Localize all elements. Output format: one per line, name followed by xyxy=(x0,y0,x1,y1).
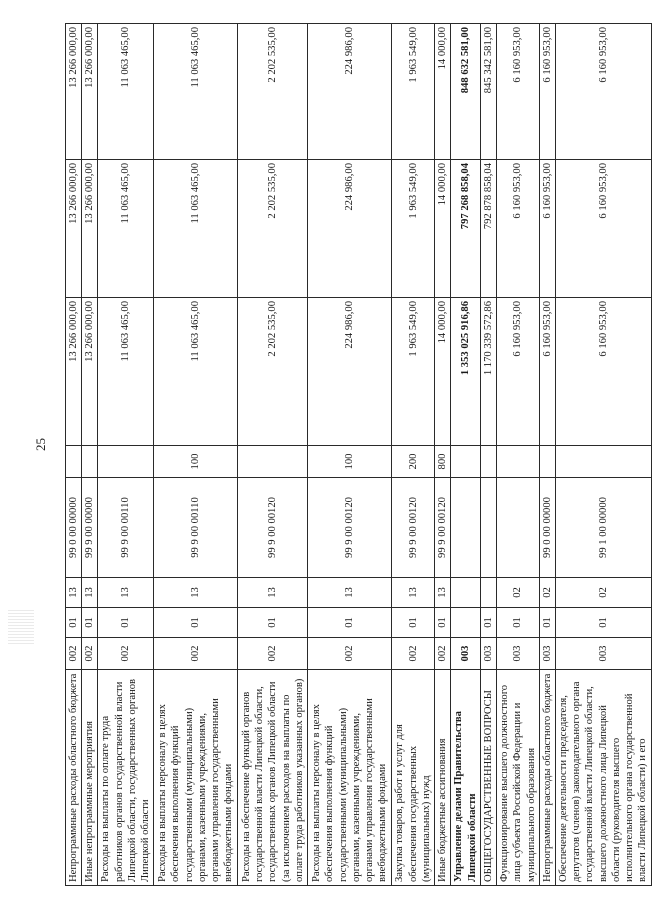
row-grbs: 002 xyxy=(98,638,154,670)
row-sum-3: 6 160 953,00 xyxy=(497,24,540,160)
row-csr: 99 9 00 00120 xyxy=(308,478,392,578)
row-rz: 01 xyxy=(539,608,555,638)
row-sum-1: 14 000,00 xyxy=(435,298,451,446)
row-name: Иные бюджетные ассигнования xyxy=(435,670,451,886)
row-pr: 02 xyxy=(539,578,555,608)
row-name: ОБЩЕГОСУДАРСТВЕННЫЕ ВОПРОСЫ xyxy=(480,670,496,886)
row-csr: 99 9 00 00000 xyxy=(82,478,98,578)
row-name: Непрограммные расходы областного бюджета xyxy=(539,670,555,886)
row-rz: 01 xyxy=(392,608,435,638)
row-csr xyxy=(497,478,540,578)
row-name: Расходы на выплаты персоналу в целях обеспечения выполнения функций государственными (муниципальными) органами, казенными учреждениями, органами управления государственными внебюджетными фондами xyxy=(154,670,238,886)
row-sum-3: 845 342 581,00 xyxy=(480,24,496,160)
row-sum-2: 11 063 465,00 xyxy=(154,160,238,298)
row-name: Расходы на выплаты персоналу в целях обеспечения выполнения функций государственными (муниципальными) органами, казенными учреждениями, органами управления государственными внебюджетными фондами xyxy=(308,670,392,886)
row-sum-3: 13 266 000,00 xyxy=(82,24,98,160)
row-grbs: 003 xyxy=(480,638,496,670)
row-sum-1: 1 170 339 572,86 xyxy=(480,298,496,446)
row-rz: 01 xyxy=(98,608,154,638)
row-sum-1: 1 353 025 916,86 xyxy=(451,298,480,446)
row-sum-3: 6 160 953,00 xyxy=(539,24,555,160)
row-csr: 99 1 00 00000 xyxy=(555,478,651,578)
row-sum-3: 224 986,00 xyxy=(308,24,392,160)
row-sum-1: 6 160 953,00 xyxy=(539,298,555,446)
row-rz: 01 xyxy=(82,608,98,638)
row-pr: 13 xyxy=(154,578,238,608)
table-row xyxy=(98,24,154,886)
row-sum-1: 224 986,00 xyxy=(308,298,392,446)
table-row xyxy=(555,24,651,886)
row-sum-1: 13 266 000,00 xyxy=(82,298,98,446)
row-rz: 01 xyxy=(154,608,238,638)
row-vr xyxy=(555,446,651,478)
row-name: Закупка товаров, работ и услуг для обеспечения государственных (муниципальных) нужд xyxy=(392,670,435,886)
row-rz: 01 xyxy=(480,608,496,638)
row-sum-3: 13 266 000,00 xyxy=(66,24,82,160)
rotated-table-wrapper xyxy=(65,24,649,886)
row-sum-3: 1 963 549,00 xyxy=(392,24,435,160)
row-sum-2: 2 202 535,00 xyxy=(238,160,308,298)
row-grbs: 003 xyxy=(539,638,555,670)
row-csr: 99 0 00 00000 xyxy=(539,478,555,578)
row-grbs: 002 xyxy=(435,638,451,670)
row-grbs: 003 xyxy=(555,638,651,670)
row-sum-2: 11 063 465,00 xyxy=(98,160,154,298)
row-vr xyxy=(451,446,480,478)
row-grbs: 002 xyxy=(392,638,435,670)
row-csr: 99 9 00 00120 xyxy=(238,478,308,578)
row-name: Расходы на выплаты по оплате труда работников органов государственной власти Липецкой области, государственных органов Липецкой области xyxy=(98,670,154,886)
row-sum-1: 13 266 000,00 xyxy=(66,298,82,446)
row-vr xyxy=(497,446,540,478)
row-csr: 99 9 00 00120 xyxy=(392,478,435,578)
row-grbs: 002 xyxy=(82,638,98,670)
row-sum-1: 6 160 953,00 xyxy=(497,298,540,446)
row-sum-3: 14 000,00 xyxy=(435,24,451,160)
row-vr: 100 xyxy=(308,446,392,478)
row-rz xyxy=(451,608,480,638)
row-vr xyxy=(238,446,308,478)
table-row xyxy=(451,24,480,886)
budget-table xyxy=(65,23,652,886)
table-row xyxy=(238,24,308,886)
row-grbs: 003 xyxy=(497,638,540,670)
row-name: Функционирование высшего должностного лица субъекта Российской Федерации и муниципального образования xyxy=(497,670,540,886)
row-grbs: 002 xyxy=(154,638,238,670)
row-sum-2: 797 268 858,04 xyxy=(451,160,480,298)
page-number: 25 xyxy=(33,438,48,451)
row-rz: 01 xyxy=(555,608,651,638)
row-csr xyxy=(480,478,496,578)
row-sum-2: 224 986,00 xyxy=(308,160,392,298)
row-sum-3: 11 063 465,00 xyxy=(98,24,154,160)
row-pr: 02 xyxy=(555,578,651,608)
table-row xyxy=(435,24,451,886)
row-vr xyxy=(480,446,496,478)
row-grbs: 002 xyxy=(308,638,392,670)
row-pr: 13 xyxy=(308,578,392,608)
table-row xyxy=(497,24,540,886)
row-pr xyxy=(451,578,480,608)
row-pr: 13 xyxy=(66,578,82,608)
row-vr: 200 xyxy=(392,446,435,478)
row-csr: 99 9 00 00120 xyxy=(435,478,451,578)
row-pr: 13 xyxy=(392,578,435,608)
row-pr: 13 xyxy=(238,578,308,608)
row-pr: 13 xyxy=(435,578,451,608)
row-pr: 13 xyxy=(82,578,98,608)
row-rz: 01 xyxy=(497,608,540,638)
table-row xyxy=(539,24,555,886)
row-name: Управление делами Правительства Липецкой области xyxy=(451,670,480,886)
row-sum-2: 13 266 000,00 xyxy=(82,160,98,298)
row-sum-1: 11 063 465,00 xyxy=(154,298,238,446)
row-grbs: 002 xyxy=(66,638,82,670)
table-row xyxy=(308,24,392,886)
row-sum-3: 2 202 535,00 xyxy=(238,24,308,160)
row-vr: 800 xyxy=(435,446,451,478)
row-grbs: 003 xyxy=(451,638,480,670)
row-sum-2: 792 878 858,04 xyxy=(480,160,496,298)
row-pr: 13 xyxy=(98,578,154,608)
row-sum-1: 1 963 549,00 xyxy=(392,298,435,446)
row-name: Непрограммные расходы областного бюджета xyxy=(66,670,82,886)
row-pr xyxy=(480,578,496,608)
row-sum-1: 6 160 953,00 xyxy=(555,298,651,446)
row-csr: 99 9 00 00110 xyxy=(154,478,238,578)
table-row xyxy=(480,24,496,886)
row-vr xyxy=(66,446,82,478)
row-vr xyxy=(98,446,154,478)
row-rz: 01 xyxy=(238,608,308,638)
row-csr: 99 0 00 00000 xyxy=(66,478,82,578)
row-grbs: 002 xyxy=(238,638,308,670)
table-body xyxy=(66,24,652,886)
row-sum-3: 6 160 953,00 xyxy=(555,24,651,160)
row-rz: 01 xyxy=(435,608,451,638)
row-vr xyxy=(539,446,555,478)
row-sum-2: 6 160 953,00 xyxy=(497,160,540,298)
row-vr xyxy=(82,446,98,478)
row-pr: 02 xyxy=(497,578,540,608)
row-sum-1: 11 063 465,00 xyxy=(98,298,154,446)
row-name: Расходы на обеспечение функций органов государственной власти Липецкой области, государственных органов Липецкой области (за исключением расходов на выплаты по оплате труда работников указанных органов) xyxy=(238,670,308,886)
row-vr: 100 xyxy=(154,446,238,478)
row-sum-2: 1 963 549,00 xyxy=(392,160,435,298)
row-csr: 99 9 00 00110 xyxy=(98,478,154,578)
row-rz: 01 xyxy=(308,608,392,638)
row-sum-2: 6 160 953,00 xyxy=(539,160,555,298)
faded-stamp-mark xyxy=(8,608,34,644)
row-name: Обеспечение деятельности председателя, депутатов (членов) законодательного органа государственной власти Липецкой области, высшего должностного лица Липецкой области (руководителя высшего исполнительного органа государственной власти Липецкой области) и его xyxy=(555,670,651,886)
table-row xyxy=(154,24,238,886)
row-name: Иные непрограммные мероприятия xyxy=(82,670,98,886)
row-sum-2: 13 266 000,00 xyxy=(66,160,82,298)
row-csr xyxy=(451,478,480,578)
row-sum-2: 14 000,00 xyxy=(435,160,451,298)
table-row xyxy=(82,24,98,886)
row-sum-3: 848 632 581,00 xyxy=(451,24,480,160)
table-row xyxy=(66,24,82,886)
row-rz: 01 xyxy=(66,608,82,638)
table-row xyxy=(392,24,435,886)
row-sum-1: 2 202 535,00 xyxy=(238,298,308,446)
row-sum-2: 6 160 953,00 xyxy=(555,160,651,298)
row-sum-3: 11 063 465,00 xyxy=(154,24,238,160)
